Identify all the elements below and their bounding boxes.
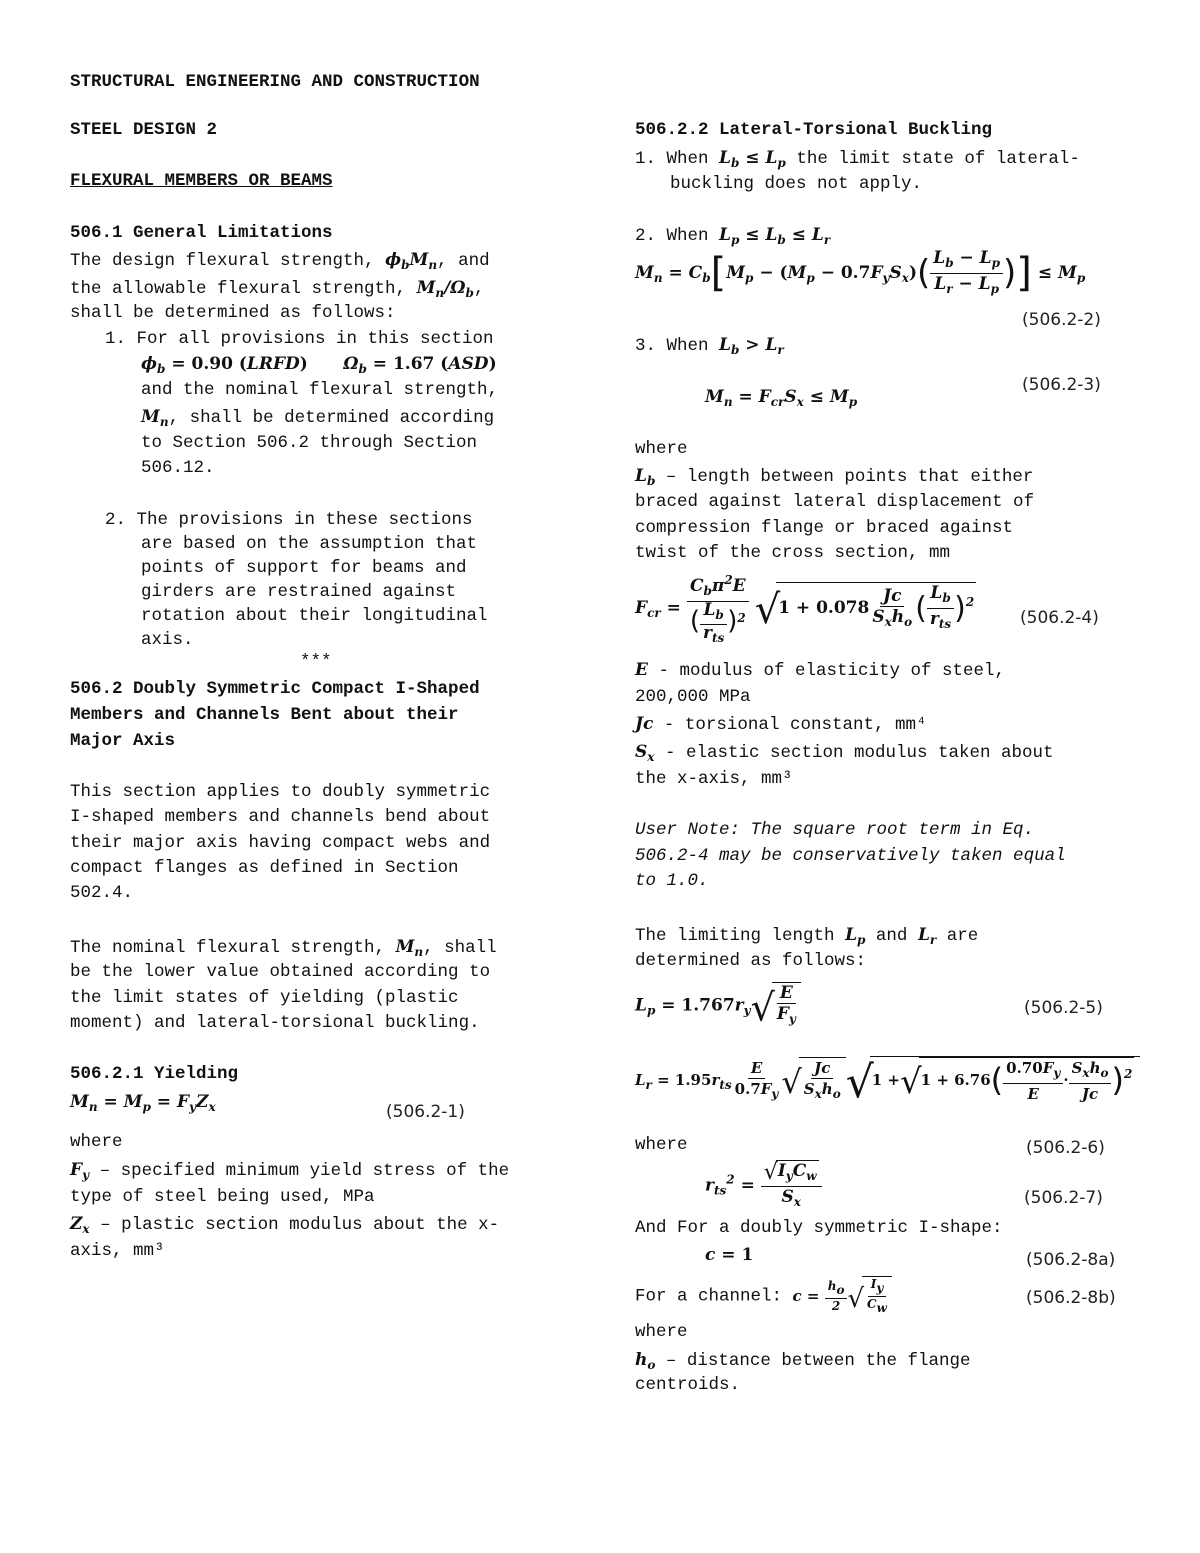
user-note: to 1.0. [635,871,709,891]
definition-ho: $h_o$ – distance between the flange [635,1350,971,1372]
formula-lr: $L_r = 1.95r_{ts}$ $\frac{E}{0.7F_y}$ √ $\frac{Jc}{S_xh_o}$ √1 +√1 + 6.76( $\frac{0.70F_y}{E}$ · $\frac{S_xh_o}{Jc}$ )$^2$ [635,1056,1140,1104]
page-subtitle: STEEL DESIGN 2 [70,120,218,140]
list-item-line: 506.12. [141,458,215,478]
equation-number: (506.2-8a) [1026,1250,1116,1270]
formula-yielding: $M_n = M_p = F_yZ_x$ [70,1092,216,1114]
formula-fcr: $F_{cr}$ = $C_b\pi^2E$ ( $\frac{L_b}{r_{ts}}$ )$^2$ √1 + 0.078 $\frac{Jc}{S_xh_o}$ ( $\frac{L_b}{r_{ts}}$ )$^2$ [635,570,976,647]
case-2: 2. When $L_p \le L_b \le L_r$ [635,225,831,247]
paragraph-line: be the lower value obtained according to [70,962,491,982]
user-note: 506.2-4 may be conservatively taken equal [635,846,1066,866]
paragraph-line: the allowable flexural strength, $M_n/\Omega_b$, [70,278,485,300]
separator-stars: *** [300,652,332,672]
definition-e: E - modulus of elasticity of steel, [635,660,1006,681]
equation-number: (506.2-5) [1024,998,1103,1018]
paragraph-line: And For a doubly symmetric I-shape: [635,1218,1003,1238]
paragraph-line: The limiting length $L_p$ and $L_r$ are [635,925,979,947]
list-item-line: are based on the assumption that [141,534,478,554]
definition-jc: Jc - torsional constant, mm⁴ [635,714,927,735]
list-item-line: girders are restrained against [141,582,457,602]
definition-fy: type of steel being used, MPa [70,1187,375,1207]
where-label: where [635,439,688,459]
list-item-line: to Section 506.2 through Section [141,433,478,453]
paragraph-line: This section applies to doubly symmetric [70,782,491,802]
equation-number: (506.2-8b) [1026,1288,1116,1308]
equation-number: (506.2-6) [1026,1138,1105,1158]
formula-phi-omega: $\phi_b = 0.90$ (LRFD) $\Omega_b = 1.67$ (ASD) [141,354,497,376]
heading-506-2-1: 506.2.1 Yielding [70,1064,239,1084]
equation-number: (506.2-3) [1022,375,1101,395]
heading-506-2: Members and Channels Bent about their [70,705,459,725]
definition-ho: centroids. [635,1375,741,1395]
heading-506-1: 506.1 General Limitations [70,223,333,243]
where-label: where [635,1135,688,1155]
equation-number: (506.2-7) [1024,1188,1103,1208]
definition-lb: braced against lateral displacement of [635,492,1035,512]
section-title: FLEXURAL MEMBERS OR BEAMS [70,171,333,191]
equation-number: (506.2-1) [386,1102,465,1122]
where-label: where [635,1322,688,1342]
equation-number: (506.2-4) [1020,608,1099,628]
definition-zx: $Z_x$ – plastic section modulus about the x- [70,1214,500,1236]
definition-lb: compression flange or braced against [635,518,1014,538]
paragraph-line: the limit states of yielding (plastic [70,988,459,1008]
heading-506-2: Major Axis [70,731,176,751]
list-item-line: rotation about their longitudinal [141,606,488,626]
case-1: buckling does not apply. [670,174,923,194]
formula-c-channel: For a channel: c = $\frac{ho}{2}$ √ $\frac{Iy}{Cw}$ [635,1276,892,1316]
list-item-line: $M_n$, shall be determined according [141,407,495,429]
formula-c-ishape: c = 1 [705,1245,754,1265]
definition-fy: $F_y$ – specified minimum yield stress of the [70,1160,510,1182]
list-item-line: axis. [141,630,194,650]
paragraph-line: The design flexural strength, $\phi_bM_n$, and [70,250,490,272]
paragraph-line: determined as follows: [635,951,867,971]
formula-mn-inelastic: $M_n = C_b[M_p - (M_p - 0.7F_yS_x)$( $\frac{L_b - L_p}{L_r - L_p}$ )] ≤ $M_p$ [635,248,1086,296]
definition-sx: the x-axis, mm³ [635,769,793,789]
paragraph-line: The nominal flexural strength, $M_n$, shall [70,937,497,959]
definition-e: 200,000 MPa [635,687,751,707]
paragraph-line: 502.4. [70,883,134,903]
list-item-line: points of support for beams and [141,558,467,578]
paragraph-line: shall be determined as follows: [70,303,396,323]
paragraph-line: moment) and lateral-torsional buckling. [70,1013,480,1033]
definition-lb: $L_b$ – length between points that either [635,466,1034,488]
page-title: STRUCTURAL ENGINEERING AND CONSTRUCTION [70,72,480,92]
list-item: 1. For all provisions in this section [105,329,494,349]
where-label: where [70,1132,123,1152]
definition-zx: axis, mm³ [70,1241,165,1261]
paragraph-line: compact flanges as defined in Section [70,858,459,878]
list-item-line: and the nominal flexural strength, [141,380,499,400]
formula-rts: $r_{ts}^2$ = $\frac{√I_yC_w}{S_x}$ [705,1160,822,1212]
paragraph-line: their major axis having compact webs and [70,833,491,853]
heading-506-2: 506.2 Doubly Symmetric Compact I-Shaped [70,679,480,699]
definition-lb: twist of the cross section, mm [635,543,951,563]
user-note: User Note: The square root term in Eq. [635,820,1035,840]
equation-number: (506.2-2) [1022,310,1101,330]
case-3: 3. When $L_b > L_r$ [635,335,784,357]
paragraph-line: I-shaped members and channels bend about [70,807,491,827]
definition-sx: $S_x$ - elastic section modulus taken about [635,742,1054,764]
case-1: 1. When $L_b \le L_p$ the limit state of lateral- [635,148,1080,170]
heading-506-2-2: 506.2.2 Lateral-Torsional Buckling [635,120,993,140]
formula-mn-elastic: $M_n = F_{cr}S_x \le M_p$ [705,387,858,409]
formula-lp: $L_p = 1.767r_y√$ $\frac{E}{F_y}$ [635,982,801,1029]
list-item: 2. The provisions in these sections [105,510,473,530]
